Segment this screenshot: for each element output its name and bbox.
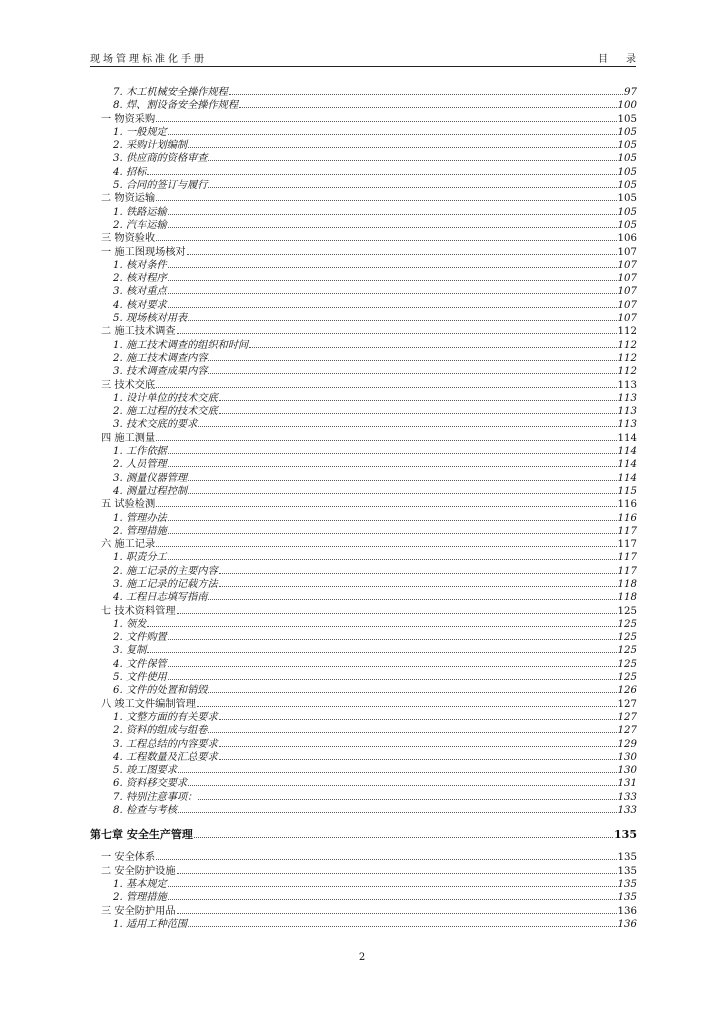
toc-entry-title: 1. 文整方面的有关要求 xyxy=(113,711,218,723)
toc-entry-page: 133 xyxy=(617,805,637,817)
toc-entry-page: 127 xyxy=(617,711,637,723)
dot-leader xyxy=(168,886,617,887)
toc-entry-title: 3. 供应商的资格审查 xyxy=(113,153,208,165)
toc-entry-title: 2. 核对程序 xyxy=(113,273,167,285)
toc-entry-page: 114 xyxy=(617,432,637,444)
toc-entry-page: 105 xyxy=(617,166,637,178)
dot-leader xyxy=(194,837,613,838)
dot-leader xyxy=(219,746,617,747)
toc-subsection-entry[interactable] xyxy=(90,285,637,298)
toc-entry-title: 5. 现场核对用表 xyxy=(113,313,188,325)
toc-subsection-entry[interactable] xyxy=(90,458,637,471)
toc-entry-title: 1. 职责分工 xyxy=(113,552,167,564)
toc-subsection-entry[interactable] xyxy=(90,418,637,431)
toc-entry-title: 2. 施工技术调查内容 xyxy=(113,352,208,364)
toc-entry-page: 105 xyxy=(617,113,637,125)
toc-entry-title: 8. 焊、割设备安全操作规程 xyxy=(113,100,239,112)
toc-subsection-entry[interactable] xyxy=(90,392,637,405)
toc-entry-page: 112 xyxy=(617,352,637,364)
toc-entry-title: 2. 人员管理 xyxy=(113,459,167,471)
toc-subsection-entry[interactable] xyxy=(90,272,637,285)
toc-section-entry[interactable] xyxy=(90,698,637,711)
toc-subsection-entry[interactable] xyxy=(90,578,637,591)
toc-subsection-entry[interactable] xyxy=(90,445,637,458)
toc-entry-page: 112 xyxy=(617,339,637,351)
toc-subsection-entry[interactable] xyxy=(90,485,637,498)
toc-subsection-entry[interactable] xyxy=(90,791,637,804)
toc-entry-page: 107 xyxy=(617,246,637,258)
toc-entry-page: 107 xyxy=(617,259,637,271)
toc-entry-page: 117 xyxy=(617,525,637,537)
dot-leader xyxy=(178,812,617,813)
toc-entry-title: 四 施工测量 xyxy=(101,432,156,444)
toc-entry-title: 8. 检查与考核 xyxy=(113,805,177,817)
toc-entry-page: 135 xyxy=(617,852,637,864)
toc-entry-title: 4. 核对要求 xyxy=(113,299,167,311)
dot-leader xyxy=(188,480,616,481)
toc-subsection-entry[interactable] xyxy=(90,512,637,525)
toc-entry-title: 2. 管理措施 xyxy=(113,525,167,537)
toc-entry-title: 1. 工作依据 xyxy=(113,446,167,458)
toc-entry-page: 129 xyxy=(617,738,637,750)
toc-entry-title: 5. 竣工图要求 xyxy=(113,765,177,777)
dot-leader xyxy=(168,453,617,454)
dot-leader xyxy=(156,200,616,201)
dot-leader xyxy=(187,254,617,255)
toc-entry-page: 135 xyxy=(617,865,637,877)
toc-entry-page: 105 xyxy=(617,153,637,165)
toc-entry-page: 135 xyxy=(617,892,637,904)
toc-section-entry[interactable] xyxy=(90,605,637,618)
toc-entry-page: 118 xyxy=(617,578,637,590)
toc-section-entry[interactable] xyxy=(90,851,637,864)
dot-leader xyxy=(156,240,616,241)
dot-leader xyxy=(177,613,617,614)
toc-subsection-entry[interactable] xyxy=(90,658,637,671)
dot-leader xyxy=(208,373,616,374)
toc-subsection-entry[interactable] xyxy=(90,166,637,179)
toc-entry-page: 126 xyxy=(617,685,637,697)
dot-leader xyxy=(156,506,616,507)
dot-leader xyxy=(229,94,623,95)
toc-entry-title: 1. 一般规定 xyxy=(113,126,167,138)
dot-leader xyxy=(168,307,617,308)
toc-entry-title: 2. 施工记录的主要内容 xyxy=(113,565,218,577)
toc-entry-page: 105 xyxy=(617,206,637,218)
toc-subsection-entry[interactable] xyxy=(90,777,637,790)
toc-entry-title: 4. 工程数量及汇总要求 xyxy=(113,751,218,763)
toc-entry-page: 114 xyxy=(617,472,637,484)
toc-entry-title: 一 物资采购 xyxy=(101,113,156,125)
dot-leader xyxy=(168,559,617,560)
toc-entry-title: 5. 合同的签订与履行 xyxy=(113,180,208,192)
toc-subsection-entry[interactable] xyxy=(90,618,637,631)
dot-leader xyxy=(156,440,616,441)
toc-entry-page: 136 xyxy=(617,918,637,930)
toc-entry-page: 106 xyxy=(617,233,637,245)
toc-section-entry[interactable] xyxy=(90,113,637,126)
toc-entry-title: 2. 资料的组成与组卷 xyxy=(113,725,208,737)
toc-subsection-entry[interactable] xyxy=(90,472,637,485)
toc-subsection-entry[interactable] xyxy=(90,644,637,657)
running-header xyxy=(90,50,654,67)
toc-chapter-entry[interactable] xyxy=(90,821,637,849)
dot-leader xyxy=(208,732,616,733)
toc-entry-page: 127 xyxy=(617,725,637,737)
toc-entry-page: 125 xyxy=(617,645,637,657)
dot-leader xyxy=(188,147,616,148)
toc-entry-title: 七 技术资料管理 xyxy=(101,605,176,617)
toc-subsection-entry[interactable] xyxy=(90,891,637,904)
dot-leader xyxy=(156,859,616,860)
toc-entry-page: 97 xyxy=(624,87,637,98)
toc-subsection-entry[interactable] xyxy=(90,671,637,684)
toc-entry-page: 113 xyxy=(617,419,637,431)
toc-entry-page: 125 xyxy=(617,605,637,617)
dot-leader xyxy=(219,413,617,414)
toc-subsection-entry[interactable] xyxy=(90,591,637,604)
dot-leader xyxy=(168,293,617,294)
dot-leader xyxy=(239,107,617,108)
toc-entry-page: 125 xyxy=(617,618,637,630)
dot-leader xyxy=(168,639,617,640)
toc-entry-title: 1. 铁路运输 xyxy=(113,206,167,218)
toc-entry-page: 105 xyxy=(617,126,637,138)
toc-entry-page: 112 xyxy=(617,366,637,378)
toc-subsection-entry[interactable] xyxy=(90,551,637,564)
toc-entry-title: 5. 文件使用 xyxy=(113,672,167,684)
toc-entry-title: 3. 施工记录的记载方法 xyxy=(113,578,218,590)
toc-entry-page: 130 xyxy=(617,765,637,777)
toc-entry-title: 1. 核对条件 xyxy=(113,259,167,271)
header-title: 现场管理标准化手册 xyxy=(90,54,207,65)
toc-subsection-entry[interactable] xyxy=(90,684,637,697)
toc-entry-title: 1. 基本规定 xyxy=(113,878,167,890)
toc-entry-title: 4. 工程日志填写指南 xyxy=(113,592,208,604)
toc-subsection-entry[interactable] xyxy=(90,206,637,219)
toc-entry-title: 二 安全防护设施 xyxy=(101,865,176,877)
dot-leader xyxy=(178,772,617,773)
header-section: 目录 xyxy=(598,54,654,65)
toc-entry-page: 130 xyxy=(617,751,637,763)
toc-entry-title: 1. 施工技术调查的组织和时间 xyxy=(113,339,249,351)
toc-entry-title: 一 施工图现场核对 xyxy=(101,246,186,258)
dot-leader xyxy=(219,586,617,587)
dot-leader xyxy=(147,174,616,175)
toc-entry-page: 116 xyxy=(617,499,637,511)
page-number: 2 xyxy=(358,952,366,963)
dot-leader xyxy=(219,719,617,720)
toc-entry-page: 133 xyxy=(617,791,637,803)
toc-section-entry[interactable] xyxy=(90,498,637,511)
toc-subsection-entry[interactable] xyxy=(90,878,637,891)
toc-subsection-entry[interactable] xyxy=(90,405,637,418)
toc-entry-title: 六 施工记录 xyxy=(101,539,156,551)
toc-entry-page: 113 xyxy=(617,392,637,404)
toc-subsection-entry[interactable] xyxy=(90,365,637,378)
dot-leader xyxy=(156,546,616,547)
dot-leader xyxy=(208,160,616,161)
toc-subsection-entry[interactable] xyxy=(90,86,637,99)
dot-leader xyxy=(177,873,617,874)
toc-entry-title: 3. 技术调查成果内容 xyxy=(113,366,208,378)
toc-entry-page: 125 xyxy=(617,672,637,684)
dot-leader xyxy=(156,121,616,122)
toc-entry-title: 7. 特别注意事项： xyxy=(113,791,198,803)
toc-entry-page: 100 xyxy=(617,100,637,112)
toc-entry-page: 114 xyxy=(617,446,637,458)
toc-subsection-entry[interactable] xyxy=(90,525,637,538)
toc-section-entry[interactable] xyxy=(90,192,637,205)
dot-leader xyxy=(147,652,616,653)
toc-entry-title: 3. 工程总结的内容要求 xyxy=(113,738,218,750)
toc-entry-title: 二 物资运输 xyxy=(101,193,156,205)
toc-entry-page: 114 xyxy=(617,459,637,471)
dot-leader xyxy=(188,926,616,927)
toc-entry-title: 3. 复制 xyxy=(113,645,147,657)
toc-entry-title: 7. 木工机械安全操作规程 xyxy=(113,87,228,98)
toc-entry-page: 125 xyxy=(617,632,637,644)
toc-subsection-entry[interactable] xyxy=(90,724,637,737)
toc-entry-title: 1. 适用工种范围 xyxy=(113,918,188,930)
toc-entry-page: 113 xyxy=(617,379,637,391)
toc-subsection-entry[interactable] xyxy=(90,711,637,724)
toc-entry-title: 4. 测量过程控制 xyxy=(113,485,188,497)
toc-entry-title: 三 安全防护用品 xyxy=(101,905,176,917)
toc-subsection-entry[interactable] xyxy=(90,99,637,112)
toc-entry-title: 五 试验检测 xyxy=(101,499,156,511)
dot-leader xyxy=(168,280,617,281)
toc-entry-title: 3. 核对重点 xyxy=(113,286,167,298)
dot-leader xyxy=(168,520,617,521)
toc-section-entry[interactable] xyxy=(90,379,637,392)
toc-subsection-entry[interactable] xyxy=(90,352,637,365)
dot-leader xyxy=(147,626,616,627)
dot-leader xyxy=(168,214,617,215)
toc-section-entry[interactable] xyxy=(90,865,637,878)
dot-leader xyxy=(188,320,616,321)
toc-entry-title: 1. 管理办法 xyxy=(113,512,167,524)
toc-entry-page: 136 xyxy=(617,905,637,917)
toc-section-entry[interactable] xyxy=(90,538,637,551)
toc-entry-title: 一 安全体系 xyxy=(101,852,156,864)
toc-entry-title: 2. 文件购置 xyxy=(113,632,167,644)
toc-entry-page: 105 xyxy=(617,180,637,192)
dot-leader xyxy=(219,759,617,760)
toc-entry-page: 127 xyxy=(617,698,637,710)
toc-subsection-entry[interactable] xyxy=(90,139,637,152)
toc-entry-page: 107 xyxy=(617,286,637,298)
toc-entry-page: 105 xyxy=(617,193,637,205)
dot-leader xyxy=(168,267,617,268)
toc-subsection-entry[interactable] xyxy=(90,764,637,777)
dot-leader xyxy=(208,692,616,693)
toc-subsection-entry[interactable] xyxy=(90,219,637,232)
toc-entry-title: 3. 测量仪器管理 xyxy=(113,472,188,484)
toc-entry-page: 117 xyxy=(617,539,637,551)
dot-leader xyxy=(177,913,617,914)
dot-leader xyxy=(168,533,617,534)
toc-subsection-entry[interactable] xyxy=(90,631,637,644)
toc-entry-title: 3. 技术交底的要求 xyxy=(113,419,198,431)
toc-entry-title: 2. 采购计划编制 xyxy=(113,140,188,152)
toc-entry-page: 117 xyxy=(617,552,637,564)
toc-entry-page: 118 xyxy=(617,592,637,604)
toc-entry-title: 第七章 安全生产管理 xyxy=(90,828,193,842)
toc-entry-page: 107 xyxy=(617,273,637,285)
toc-entry-title: 2. 施工过程的技术交底 xyxy=(113,406,218,418)
toc-entry-page: 107 xyxy=(617,313,637,325)
dot-leader xyxy=(198,799,616,800)
dot-leader xyxy=(168,679,617,680)
toc-entry-title: 2. 管理措施 xyxy=(113,892,167,904)
toc-subsection-entry[interactable] xyxy=(90,804,637,817)
toc-entry-title: 八 竣工文件编制管理 xyxy=(101,698,196,710)
toc-entry-page: 112 xyxy=(617,326,637,338)
toc-subsection-entry[interactable] xyxy=(90,259,637,272)
toc-entry-title: 2. 汽车运输 xyxy=(113,219,167,231)
toc-section-entry[interactable] xyxy=(90,325,637,338)
dot-leader xyxy=(168,899,617,900)
toc-entry-title: 二 施工技术调查 xyxy=(101,326,176,338)
dot-leader xyxy=(168,466,617,467)
dot-leader xyxy=(219,573,617,574)
toc-section-entry[interactable] xyxy=(90,432,637,445)
toc-entry-title: 三 物资验收 xyxy=(101,233,156,245)
toc-section-entry[interactable] xyxy=(90,232,637,245)
dot-leader xyxy=(177,333,617,334)
toc-entry-page: 135 xyxy=(614,828,637,842)
toc-subsection-entry[interactable] xyxy=(90,312,637,325)
dot-leader xyxy=(198,426,616,427)
toc-entry-page: 131 xyxy=(617,778,637,790)
toc-entry-page: 115 xyxy=(617,485,637,497)
toc-entry-title: 4. 文件保管 xyxy=(113,658,167,670)
dot-leader xyxy=(208,599,616,600)
toc-subsection-entry[interactable] xyxy=(90,918,637,931)
dot-leader xyxy=(168,227,617,228)
dot-leader xyxy=(188,493,616,494)
toc-entry-title: 6. 资料移交要求 xyxy=(113,778,188,790)
toc-entry-title: 三 技术交底 xyxy=(101,379,156,391)
toc-subsection-entry[interactable] xyxy=(90,339,637,352)
toc-entry-title: 4. 招标 xyxy=(113,166,147,178)
toc-entry-page: 105 xyxy=(617,140,637,152)
toc-section-entry[interactable] xyxy=(90,246,637,259)
toc-subsection-entry[interactable] xyxy=(90,152,637,165)
dot-leader xyxy=(208,360,616,361)
toc-section-entry[interactable] xyxy=(90,905,637,918)
toc-entry-page: 117 xyxy=(617,565,637,577)
toc-subsection-entry[interactable] xyxy=(90,751,637,764)
toc-subsection-entry[interactable] xyxy=(90,179,637,192)
toc-entry-page: 125 xyxy=(617,658,637,670)
toc-subsection-entry[interactable] xyxy=(90,738,637,751)
dot-leader xyxy=(208,187,616,188)
table-of-contents xyxy=(90,86,637,931)
toc-entry-page: 135 xyxy=(617,878,637,890)
dot-leader xyxy=(168,666,617,667)
toc-entry-page: 105 xyxy=(617,219,637,231)
toc-subsection-entry[interactable] xyxy=(90,299,637,312)
toc-subsection-entry[interactable] xyxy=(90,565,637,578)
dot-leader xyxy=(156,387,616,388)
dot-leader xyxy=(168,134,617,135)
toc-entry-page: 107 xyxy=(617,299,637,311)
toc-entry-title: 1. 设计单位的技术交底 xyxy=(113,392,218,404)
dot-leader xyxy=(219,400,617,401)
dot-leader xyxy=(188,785,616,786)
dot-leader xyxy=(249,347,616,348)
toc-subsection-entry[interactable] xyxy=(90,126,637,139)
toc-entry-page: 113 xyxy=(617,406,637,418)
dot-leader xyxy=(197,706,617,707)
toc-entry-title: 6. 文件的处置和销毁 xyxy=(113,685,208,697)
toc-entry-title: 1. 领发 xyxy=(113,618,147,630)
toc-entry-page: 116 xyxy=(617,512,637,524)
